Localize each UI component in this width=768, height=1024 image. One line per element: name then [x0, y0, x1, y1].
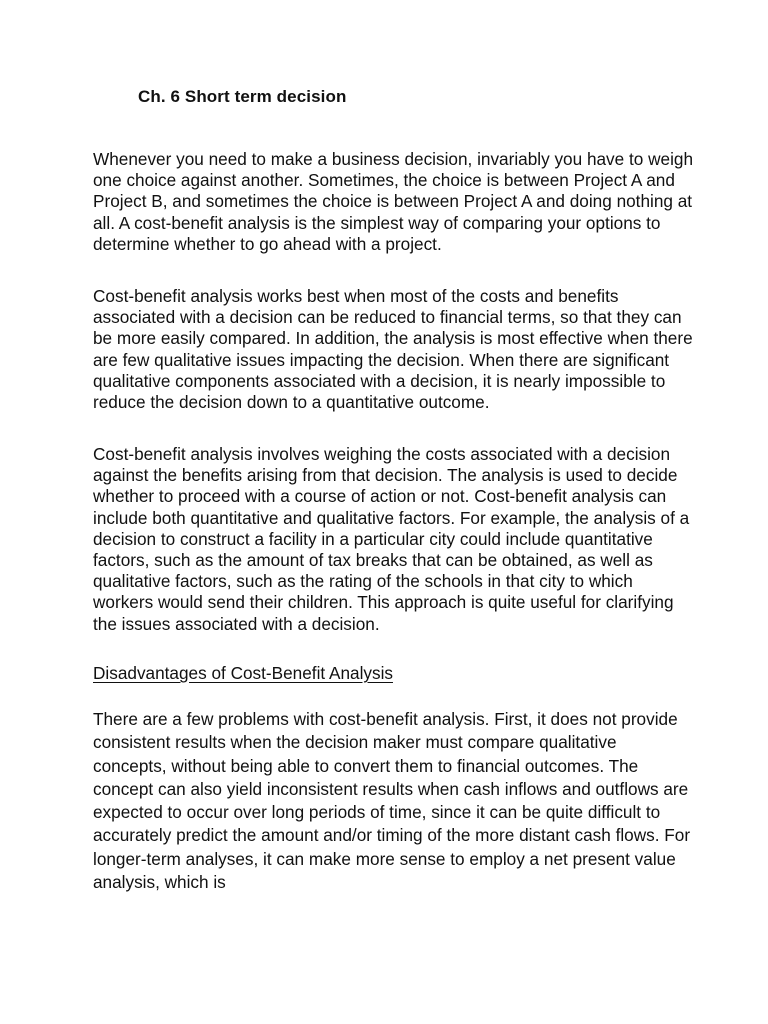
chapter-title: Ch. 6 Short term decision: [138, 87, 347, 106]
section-heading-disadvantages: Disadvantages of Cost-Benefit Analysis: [93, 663, 393, 683]
paragraph-best-use: Cost-benefit analysis works best when most of the costs and benefits associated with a decision can be reduced to financial terms, so that they can be more easily compared. In addition, the analysis is most effective when there are few qualitative issues impacting the decision. When there are significant qualitative components associated with a decision, it is nearly impossible to reduce the decision down to a quantitative outcome.: [93, 286, 693, 413]
paragraph-definition: Cost-benefit analysis involves weighing the costs associated with a decision against the benefits arising from that decision. The analysis is used to decide whether to proceed with a course of action or not. Cost-benefit analysis can include both quantitative and qualitative factors. For example, the analysis of a decision to construct a facility in a particular city could include quantitative factors, such as the amount of tax breaks that can be obtained, as well as qualitative factors, such as the rating of the schools in that city to which workers would send their children. This approach is quite useful for clarifying the issues associated with a decision.: [93, 444, 690, 634]
paragraph-intro: Whenever you need to make a business decision, invariably you have to weigh one choice against another. Sometimes, the choice is between Project A and Project B, and sometimes the choice is between Project A and doing nothing at all. A cost-benefit analysis is the simplest way of comparing your options to determine whether to go ahead with a project.: [93, 149, 694, 254]
paragraph-disadvantages: There are a few problems with cost-benefit analysis. First, it does not provide consistent results when the decision maker must compare qualitative concepts, without being able to convert them to financial outcomes. The concept can also yield inconsistent results when cash inflows and outflows are expected to occur over long periods of time, since it can be quite difficult to accurately predict the amount and/or timing of the more distant cash flows. For longer-term analyses, it can make more sense to employ a net present value analysis, which is: [93, 709, 691, 893]
